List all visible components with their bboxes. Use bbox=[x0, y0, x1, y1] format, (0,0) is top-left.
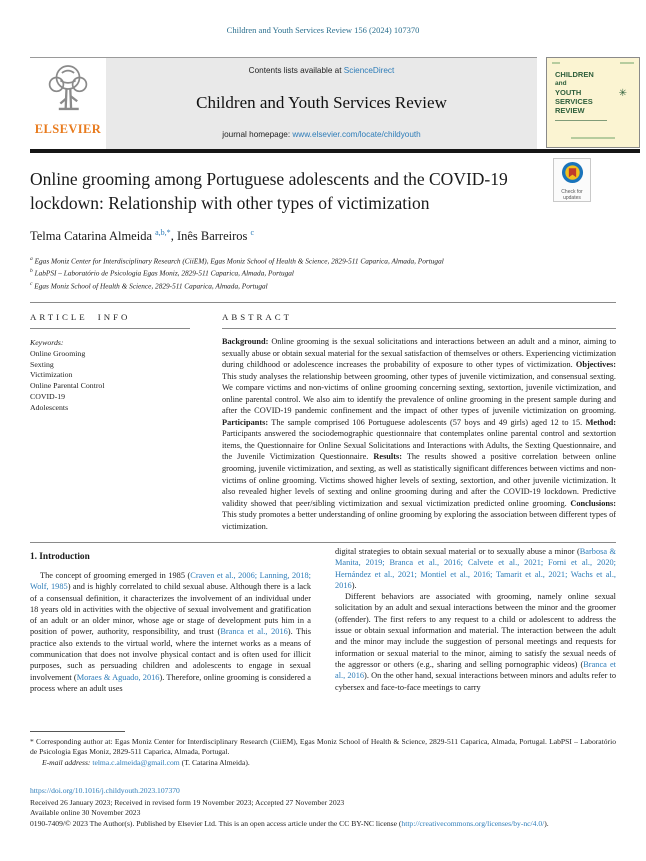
elsevier-wordmark: ELSEVIER bbox=[34, 122, 102, 136]
contents-lists-line: Contents lists available at ScienceDirect bbox=[248, 66, 395, 75]
body-column-left bbox=[30, 570, 311, 694]
journal-title: Children and Youth Services Review bbox=[196, 92, 447, 112]
email-line: E-mail address: telma.c.almeida@gmail.com (T. Catarina Almeida). bbox=[42, 757, 250, 767]
keyword: Sexting bbox=[30, 359, 54, 369]
copyright-line: 0190-7409/© 2023 The Author(s). Published by Elsevier Ltd. This is an open access article under the CC BY-NC license (http://creativecommons.org/licenses/by-nc/4.0/). bbox=[30, 819, 549, 828]
author-line: Telma Catarina Almeida $^{a,b,*}$, Inês Barreiros $^c$ bbox=[30, 228, 255, 244]
article-title: Online grooming among Portuguese adolescents and the COVID-19 lockdown: Relationship with other types of victimization bbox=[30, 169, 508, 213]
check-for-updates-label: Check for updates bbox=[561, 189, 583, 201]
abstract-column bbox=[222, 312, 616, 532]
body-column-right bbox=[335, 546, 616, 693]
footnote bbox=[30, 731, 616, 768]
keyword: COVID-19 bbox=[30, 391, 66, 401]
intro-paragraph: digital strategies to obtain sexual material or to sexually abuse a minor (Barbosa & Manita, 2019; Branca et al., 2016; Calvete et al., 2021; Forni et al., 2020; Hernández et al., 2021; Montiel et al., 2016; Tamarit et al., 2021; Wachs et al., 2016). bbox=[335, 547, 617, 590]
cover-line: and bbox=[555, 80, 567, 87]
keyword: Online Grooming bbox=[30, 348, 86, 358]
header-divider-bar bbox=[30, 149, 640, 153]
abstract-heading: ABSTRACT bbox=[222, 312, 292, 322]
journal-cover-text bbox=[555, 70, 594, 115]
received-dates-line: Received 26 January 2023; Received in revised form 19 November 2023; Accepted 27 November 2023 bbox=[30, 798, 345, 807]
inline-link[interactable]: Branca et al., 2016 bbox=[335, 659, 616, 681]
corresponding-author-note: * Corresponding author at: Egas Moniz Center for Interdisciplinary Research (CiiEM), Egas Moniz School of Health & Science, 2829-511 Caparica, Almada, Portugal. LabPSI – Laboratório de Psicologia Egas Moniz, 2829-511 Caparica, Almada, Portugal. bbox=[30, 737, 616, 757]
cover-line: CHILDREN bbox=[555, 70, 594, 79]
elsevier-logo[interactable] bbox=[30, 58, 106, 150]
inline-link[interactable]: ScienceDirect bbox=[343, 66, 395, 75]
article-info-column bbox=[30, 312, 198, 414]
journal-cover-thumbnail bbox=[546, 57, 640, 148]
affiliation: $^b$ LabPSI – Laboratório de Psicologia Egas Moniz, 2829-511 Caparica, Almada, Portugal bbox=[30, 268, 294, 278]
author-affiliation-sup[interactable]: c bbox=[250, 228, 255, 237]
footnote-divider bbox=[30, 731, 125, 732]
abstract-text: Background: Online grooming is the sexual solicitations and interactions between an adult and a minor, aiming to sexually abuse or obtain sexual material for the sexual satisfaction of themselves or others. Experiencing victimization during childhood or adolescence increases the probability of exposure to other types of victimization. Objectives: This study analyses the relationship between grooming, other types of juvenile victimization, and consensual sexting. We compare victims and non-victims of online grooming concerning sexting, sextortion, juvenile victimization, and online parental control. We also aim to identify the prevalence of online grooming in the present sample during and after the COVID-19 pandemic confinement and the impact of other types of juvenile victimization on grooming. Participants: The sample comprised 106 Portuguese adolescents (57 boys and 49 girls) aged 12 to 15. Method: Participants answered the sociodemographic questionnaire that contemplates online parental control and sextortion items, the Questionnaire for Online Sexual Solicitations and Interactions with Adults, the Sexting Questionnaire, and the Juvenile Victimization Questionnaire. Results: The results showed a positive correlation between online grooming, juvenile victimization, and sexting, as well as statistically significant differences between victims and non-victims of online grooming. Victims showed higher levels of sexting, sextortion, and other juvenile victimization. It also revealed higher levels of sexting and online grooming during and after the COVID-19 lockdown. Predictive validity showed that peer/sibling victimization and sexual victimization predicted online grooming. Conclusions: This study promotes a better understanding of online grooming by exploring the association between different types of victimization. bbox=[222, 337, 617, 531]
intro-paragraph: The concept of grooming emerged in 1985 (Craven et al., 2006; Lanning, 2018; Wolf, 1985) and is highly correlated to child sexual abuse. Although there is a lack of a consensual definition, it characterizes the involvement of an individual under 18 years old in activities with the objective of sexual involvement and gratification of an adult or an older minor, whose age or stage of development puts him in a position of power, authority, responsibility, and trust (Branca et al., 2016). This practice also extends to the virtual world, where the internet works as a means of communication that does not involve physical contact and is often used for illicit purposes, such as persuading children and adolescents to engage in sexual involvement (Moraes & Aguado, 2016). Therefore, online grooming is considered a process where an adult uses bbox=[30, 571, 312, 693]
keyword: Victimization bbox=[30, 370, 73, 380]
elsevier-tree-icon bbox=[45, 62, 91, 121]
journal-homepage-line: journal homepage: www.elsevier.com/locate/childyouth bbox=[222, 130, 421, 139]
cover-emblem-icon: ✳ bbox=[618, 88, 627, 99]
journal-banner bbox=[30, 57, 537, 149]
journal-citation-link[interactable]: Children and Youth Services Review 156 (2024) 107370 bbox=[226, 25, 420, 35]
author-affiliation-sup[interactable]: a,b,* bbox=[155, 228, 171, 237]
inline-link[interactable]: http://creativecommons.org/licenses/by-nc/4.0/ bbox=[401, 819, 545, 828]
affiliation: $^a$ Egas Moniz Center for Interdisciplinary Research (CiiEM), Egas Moniz School of Health & Science, 2829-511 Caparica, Almada, Portugal bbox=[30, 256, 444, 266]
inline-link[interactable]: www.elsevier.com/locate/childyouth bbox=[292, 130, 421, 139]
keyword: Online Parental Control bbox=[30, 381, 105, 391]
intro-paragraph: Different behaviors are associated with grooming, namely online sexual solicitation by an adult and sexual interactions between the minor and the groomer (offender). The first refers to any request to a child or adolescent to address the issue or obtain sexual information and material. The interaction between the adult and the minor may include the suggestion of personal meetings and requests for information or sexual material to the minor, aiming to satisfy the sexual needs of the aggressor or others (e.g., sharing and selling pornographic videos) (Branca et al., 2016). On the other hand, sexual interactions between minors and adults refer to cybersex and face-to-face meetings to carry bbox=[335, 592, 617, 692]
inline-link[interactable]: Moraes & Aguado, 2016 bbox=[76, 672, 160, 682]
cover-line: REVIEW bbox=[555, 106, 585, 115]
inline-link[interactable]: Craven et al., 2006; Lanning, 2018; Wolf, 1985 bbox=[30, 571, 311, 592]
section-divider bbox=[30, 542, 616, 543]
affiliation: $^c$ Egas Moniz School of Health & Science, 2829-511 Caparica, Almada, Portugal bbox=[30, 280, 268, 291]
cover-line: SERVICES bbox=[555, 97, 593, 106]
keywords-label: Keywords: bbox=[30, 338, 64, 347]
affiliations bbox=[30, 254, 444, 291]
article-info-heading: ARTICLE INFO bbox=[30, 312, 131, 322]
available-online-line: Available online 30 November 2023 bbox=[30, 808, 141, 817]
section-divider bbox=[30, 302, 616, 303]
inline-link[interactable]: Branca et al., 2016 bbox=[220, 627, 288, 637]
cover-line: YOUTH bbox=[555, 88, 582, 97]
inline-link[interactable]: telma.c.almeida@gmail.com bbox=[92, 757, 180, 767]
introduction-heading: 1. Introduction bbox=[30, 552, 90, 562]
doi-link[interactable]: https://doi.org/10.1016/j.childyouth.2023.107370 bbox=[30, 786, 180, 795]
inline-link[interactable]: Barbosa & Manita, 2019; Branca et al., 2016; Calvete et al., 2021; Forni et al., 2020; Hernández et al., 2021; Montiel et al., 2016; Tamarit et al., 2021; Wachs et al., 2016 bbox=[335, 547, 617, 590]
keyword: Adolescents bbox=[30, 402, 69, 412]
